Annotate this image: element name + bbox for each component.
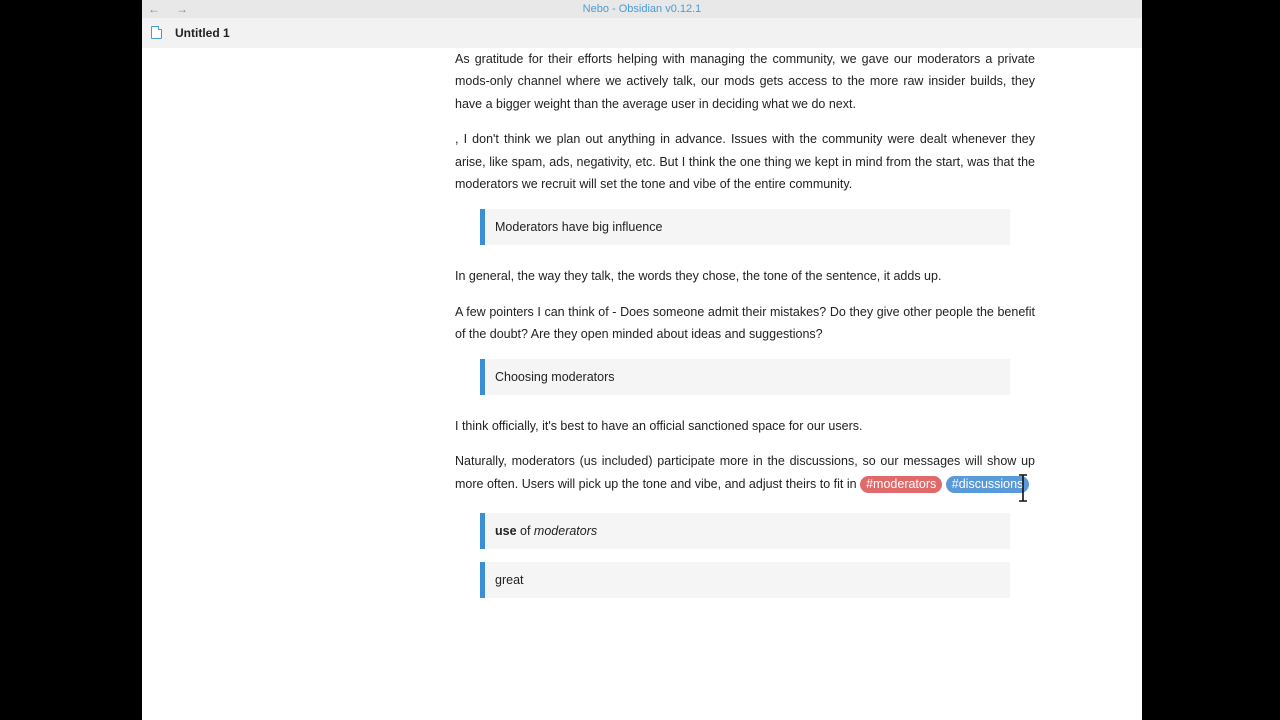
tab-bar — [142, 18, 1142, 48]
title-bar — [142, 0, 1142, 18]
blockquote-text: great — [495, 573, 524, 588]
back-arrow-icon[interactable]: ← — [148, 2, 160, 16]
paragraph[interactable]: In general, the way they talk, the words they chose, the tone of the sentence, it adds up. — [455, 268, 942, 283]
paragraph[interactable]: , I don't think we plan out anything in advance. Issues with the community were dealt whenever they arise, like spam, ads, negativity, etc. But I think the one thing we kept in mind from the start, was that the moderators we recruit will set the tone and vibe of the entire community. — [455, 132, 1035, 191]
note-editor[interactable] — [455, 48, 1035, 618]
blockquote-text: of — [516, 524, 534, 539]
file-icon — [151, 26, 162, 39]
paragraph[interactable]: As gratitude for their efforts helping with managing the community, we gave our moderators a private mods-only channel where we actively talk, our mods gets access to the more raw insider builds, they have a bigger weight than the average user in deciding what we do next. — [455, 52, 1035, 111]
bold-text: use — [495, 524, 517, 539]
tab-title[interactable]: Untitled 1 — [175, 26, 230, 40]
paragraph-with-tags[interactable] — [455, 450, 1035, 495]
blockquote-text: Moderators have big influence — [495, 219, 663, 234]
blockquote[interactable] — [480, 513, 1010, 549]
paragraph[interactable]: I think officially, it's best to have an official sanctioned space for our users. — [455, 418, 863, 433]
tag-discussions[interactable]: #discussions — [946, 476, 1030, 493]
tag-moderators[interactable]: #moderators — [860, 476, 942, 493]
paragraph-text: Naturally, moderators (us included) participate more in the discussions, so our messages will show up more often. Users will pick up the tone and vibe, and adjust theirs to fit in — [455, 454, 1035, 491]
blockquote[interactable] — [480, 562, 1010, 598]
obsidian-window — [142, 0, 1142, 720]
forward-arrow-icon[interactable]: → — [176, 2, 188, 16]
paragraph[interactable]: A few pointers I can think of - Does someone admit their mistakes? Do they give other people the benefit of the doubt? Are they open minded about ideas and suggestions? — [455, 304, 1035, 341]
window-title: Nebo - Obsidian v0.12.1 — [582, 3, 702, 15]
blockquote[interactable] — [480, 209, 1010, 245]
blockquote-text: Choosing moderators — [495, 369, 615, 384]
text-cursor-icon — [1018, 474, 1028, 502]
blockquote[interactable] — [480, 359, 1010, 395]
italic-text: moderators — [533, 524, 598, 539]
